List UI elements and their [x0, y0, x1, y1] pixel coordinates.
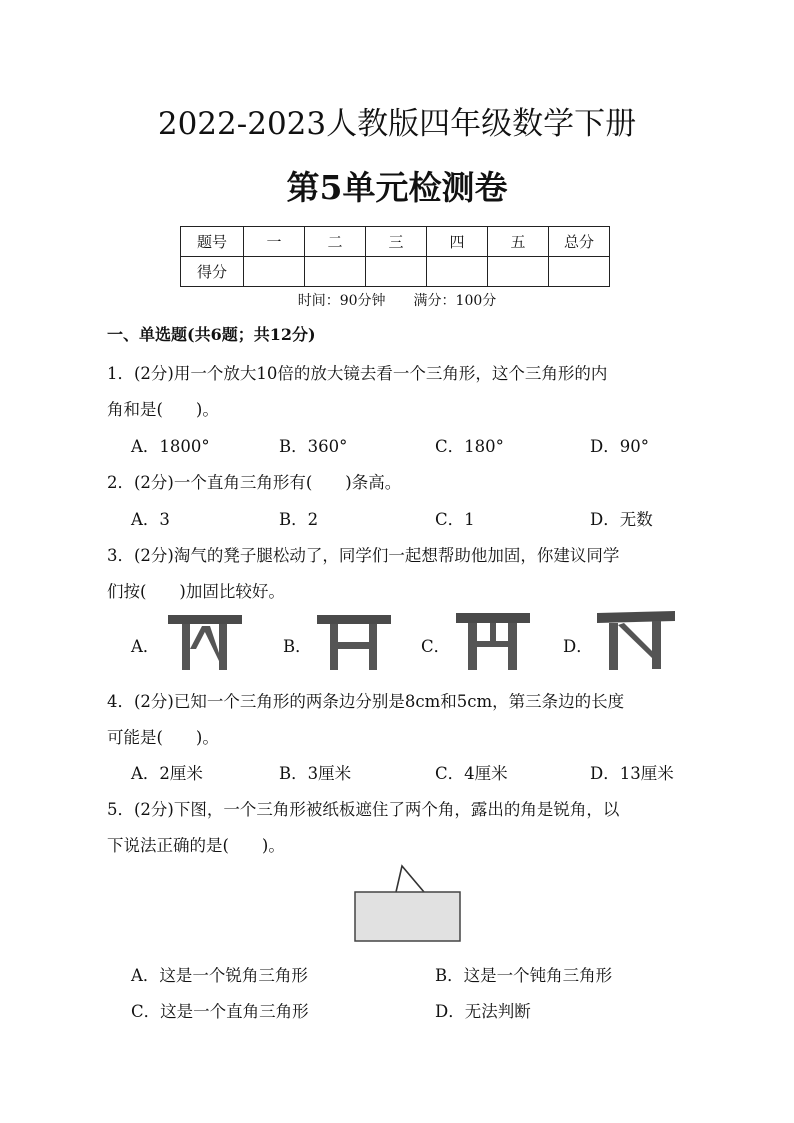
- option-d[interactable]: D．90°: [590, 437, 649, 456]
- option-d[interactable]: D．: [563, 637, 593, 656]
- question-2-text: 2．(2分)一个直角三角形有( )条高。: [107, 473, 402, 492]
- table-cell: 题号: [181, 227, 244, 257]
- score-cell[interactable]: [305, 257, 366, 287]
- exam-meta: 时间：90分钟 满分：100分: [297, 293, 497, 309]
- option-c[interactable]: C．4厘米: [435, 764, 508, 783]
- option-a[interactable]: A．这是一个锐角三角形: [131, 966, 308, 985]
- table-cell: 一: [244, 227, 305, 257]
- table-cell: 二: [305, 227, 366, 257]
- score-cell[interactable]: [366, 257, 427, 287]
- option-b[interactable]: B．360°: [279, 437, 348, 456]
- question-4-text-cont: 可能是( )。: [107, 728, 219, 747]
- document-title: 2022-2023人教版四年级数学下册: [157, 106, 637, 142]
- table-cell: 三: [366, 227, 427, 257]
- option-a[interactable]: A．2厘米: [131, 764, 203, 783]
- table-cell: 总分: [549, 227, 610, 257]
- question-5-text: 5．(2分)下图，一个三角形被纸板遮住了两个角，露出的角是锐角，以: [107, 800, 620, 819]
- question-4-text: 4．(2分)已知一个三角形的两条边分别是8cm和5cm，第三条边的长度: [107, 692, 625, 711]
- option-a[interactable]: A．3: [131, 510, 170, 529]
- question-3-text: 3．(2分)淘气的凳子腿松动了，同学们一起想帮助他加固，你建议同学: [107, 546, 620, 565]
- question-1-text: 1．(2分)用一个放大10倍的放大镜去看一个三角形，这个三角形的内: [107, 364, 608, 383]
- option-b[interactable]: B．这是一个钝角三角形: [435, 966, 613, 985]
- option-b[interactable]: B．2: [279, 510, 319, 529]
- question-1-text-cont: 角和是( )。: [107, 400, 219, 419]
- option-c[interactable]: C．这是一个直角三角形: [131, 1002, 309, 1021]
- question-5-text-cont: 下说法正确的是( )。: [107, 836, 285, 855]
- option-d[interactable]: D．无法判断: [435, 1002, 531, 1021]
- option-a[interactable]: A．: [131, 637, 160, 656]
- stool-diagonal-brace-d-image: [597, 611, 675, 671]
- document-subtitle: 第5单元检测卷: [286, 168, 508, 207]
- option-c[interactable]: C．1: [435, 510, 475, 529]
- stool-vertical-brace-image: [456, 613, 530, 671]
- score-cell[interactable]: [427, 257, 488, 287]
- score-cell[interactable]: [244, 257, 305, 287]
- score-table-header-row: [181, 227, 610, 257]
- table-cell: 五: [488, 227, 549, 257]
- covered-triangle-diagram: [352, 864, 464, 944]
- score-cell[interactable]: [488, 257, 549, 287]
- option-d[interactable]: D．无数: [590, 510, 653, 529]
- table-cell: 得分: [181, 257, 244, 287]
- option-b[interactable]: B．3厘米: [279, 764, 352, 783]
- table-cell: 四: [427, 227, 488, 257]
- option-a[interactable]: A．1800°: [131, 437, 210, 456]
- option-c[interactable]: C．180°: [435, 437, 504, 456]
- stool-diagonal-brace-a-image: [168, 615, 242, 671]
- option-c[interactable]: C．: [421, 637, 451, 656]
- stool-horizontal-brace-image: [317, 615, 391, 671]
- score-table-score-row: [181, 257, 610, 287]
- option-b[interactable]: B．: [283, 637, 312, 656]
- question-3-text-cont: 们按( )加固比较好。: [107, 582, 285, 601]
- section-title: 一、单选题(共6题；共12分): [107, 325, 316, 344]
- score-cell[interactable]: [549, 257, 610, 287]
- option-d[interactable]: D．13厘米: [590, 764, 674, 783]
- score-table: [180, 226, 610, 287]
